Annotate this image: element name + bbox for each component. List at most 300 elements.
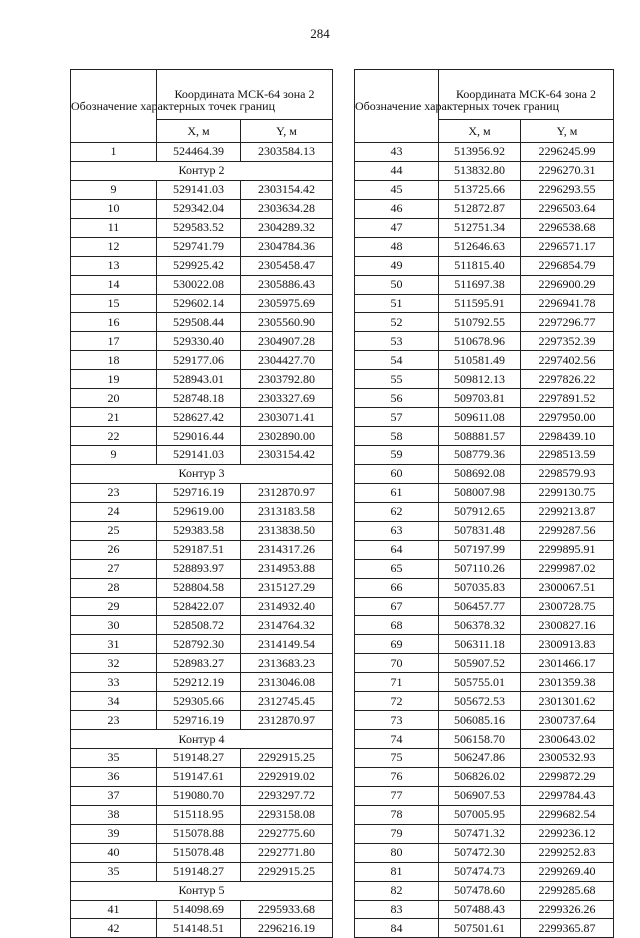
x-cell: 519148.27 xyxy=(157,749,241,768)
y-cell: 2297352.39 xyxy=(521,332,614,351)
y-cell: 2299365.87 xyxy=(521,919,614,938)
x-cell: 529741.79 xyxy=(157,237,241,256)
coordinates-table-left xyxy=(70,69,333,938)
y-cell: 2299285.68 xyxy=(521,881,614,900)
table-row xyxy=(355,483,614,502)
y-cell: 2313838.50 xyxy=(241,521,333,540)
header-coordinate: Координата МСК-64 зона 2 xyxy=(157,70,333,120)
table-row xyxy=(355,843,614,862)
contour-label: Контур 4 xyxy=(71,730,333,749)
x-cell: 507478.60 xyxy=(439,881,521,900)
x-cell: 528627.42 xyxy=(157,408,241,427)
point-cell: 14 xyxy=(71,275,157,294)
table-row xyxy=(355,408,614,427)
y-cell: 2303634.28 xyxy=(241,199,333,218)
y-cell: 2299130.75 xyxy=(521,483,614,502)
point-cell: 54 xyxy=(355,351,439,370)
point-cell: 78 xyxy=(355,805,439,824)
table-row xyxy=(71,862,333,881)
table-row xyxy=(355,635,614,654)
point-cell: 43 xyxy=(355,143,439,162)
point-cell: 57 xyxy=(355,408,439,427)
y-cell: 2296900.29 xyxy=(521,275,614,294)
x-cell: 507197.99 xyxy=(439,540,521,559)
x-cell: 528422.07 xyxy=(157,597,241,616)
point-cell: 13 xyxy=(71,256,157,275)
table-row xyxy=(355,521,614,540)
x-cell: 528508.72 xyxy=(157,616,241,635)
table-row xyxy=(71,237,333,256)
x-cell: 510792.55 xyxy=(439,313,521,332)
point-cell: 21 xyxy=(71,408,157,427)
point-cell: 35 xyxy=(71,862,157,881)
point-cell: 23 xyxy=(71,711,157,730)
y-cell: 2297296.77 xyxy=(521,313,614,332)
y-cell: 2296270.31 xyxy=(521,161,614,180)
y-cell: 2305458.47 xyxy=(241,256,333,275)
point-cell: 34 xyxy=(71,692,157,711)
x-cell: 529925.42 xyxy=(157,256,241,275)
table-row xyxy=(71,313,333,332)
y-cell: 2313046.08 xyxy=(241,673,333,692)
point-cell: 76 xyxy=(355,767,439,786)
x-cell: 506378.32 xyxy=(439,616,521,635)
y-cell: 2304427.70 xyxy=(241,351,333,370)
table-row xyxy=(71,540,333,559)
x-cell: 506085.16 xyxy=(439,711,521,730)
y-cell: 2299682.54 xyxy=(521,805,614,824)
point-cell: 61 xyxy=(355,483,439,502)
point-cell: 29 xyxy=(71,597,157,616)
point-cell: 11 xyxy=(71,218,157,237)
point-cell: 69 xyxy=(355,635,439,654)
table-row xyxy=(71,824,333,843)
y-cell: 2292915.25 xyxy=(241,749,333,768)
point-cell: 9 xyxy=(71,446,157,465)
point-cell: 22 xyxy=(71,427,157,446)
x-cell: 529212.19 xyxy=(157,673,241,692)
table-row xyxy=(355,711,614,730)
y-cell: 2303071.41 xyxy=(241,408,333,427)
point-cell: 10 xyxy=(71,199,157,218)
table-row xyxy=(71,786,333,805)
y-cell: 2313683.23 xyxy=(241,654,333,673)
y-cell: 2299269.40 xyxy=(521,862,614,881)
x-cell: 505672.53 xyxy=(439,692,521,711)
header-x: X, м xyxy=(439,120,521,143)
y-cell: 2314149.54 xyxy=(241,635,333,654)
point-cell: 46 xyxy=(355,199,439,218)
table-row xyxy=(71,199,333,218)
y-cell: 2300532.93 xyxy=(521,749,614,768)
table-row xyxy=(355,199,614,218)
y-cell: 2301359.38 xyxy=(521,673,614,692)
header-designation: Обозначение характерных точек границ xyxy=(71,70,157,143)
table-row xyxy=(71,673,333,692)
point-cell: 81 xyxy=(355,862,439,881)
y-cell: 2303327.69 xyxy=(241,389,333,408)
y-cell: 2296293.55 xyxy=(521,180,614,199)
x-cell: 512751.34 xyxy=(439,218,521,237)
table-row xyxy=(71,218,333,237)
point-cell: 39 xyxy=(71,824,157,843)
point-cell: 64 xyxy=(355,540,439,559)
table-row xyxy=(355,654,614,673)
y-cell: 2298579.93 xyxy=(521,464,614,483)
x-cell: 510581.49 xyxy=(439,351,521,370)
point-cell: 52 xyxy=(355,313,439,332)
point-cell: 48 xyxy=(355,237,439,256)
table-row xyxy=(355,559,614,578)
x-cell: 507471.32 xyxy=(439,824,521,843)
y-cell: 2313183.58 xyxy=(241,502,333,521)
point-cell: 75 xyxy=(355,749,439,768)
x-cell: 512646.63 xyxy=(439,237,521,256)
y-cell: 2299287.56 xyxy=(521,521,614,540)
y-cell: 2302890.00 xyxy=(241,427,333,446)
y-cell: 2299895.91 xyxy=(521,540,614,559)
x-cell: 528804.58 xyxy=(157,578,241,597)
x-cell: 505907.52 xyxy=(439,654,521,673)
x-cell: 506247.86 xyxy=(439,749,521,768)
table-row xyxy=(71,408,333,427)
point-cell: 58 xyxy=(355,427,439,446)
y-cell: 2292771.80 xyxy=(241,843,333,862)
point-cell: 68 xyxy=(355,616,439,635)
x-cell: 506311.18 xyxy=(439,635,521,654)
y-cell: 2303154.42 xyxy=(241,446,333,465)
y-cell: 2297950.00 xyxy=(521,408,614,427)
point-cell: 82 xyxy=(355,881,439,900)
x-cell: 508692.08 xyxy=(439,464,521,483)
table-row xyxy=(71,559,333,578)
x-cell: 519080.70 xyxy=(157,786,241,805)
x-cell: 513725.66 xyxy=(439,180,521,199)
y-cell: 2304784.36 xyxy=(241,237,333,256)
y-cell: 2312870.97 xyxy=(241,711,333,730)
y-cell: 2305975.69 xyxy=(241,294,333,313)
y-cell: 2296216.19 xyxy=(241,919,333,938)
table-row xyxy=(355,616,614,635)
table-row xyxy=(355,692,614,711)
point-cell: 74 xyxy=(355,730,439,749)
y-cell: 2296854.79 xyxy=(521,256,614,275)
x-cell: 529602.14 xyxy=(157,294,241,313)
table-row xyxy=(71,805,333,824)
y-cell: 2314764.32 xyxy=(241,616,333,635)
y-cell: 2293158.08 xyxy=(241,805,333,824)
x-cell: 529305.66 xyxy=(157,692,241,711)
point-cell: 60 xyxy=(355,464,439,483)
x-cell: 507912.65 xyxy=(439,502,521,521)
y-cell: 2297891.52 xyxy=(521,389,614,408)
point-cell: 26 xyxy=(71,540,157,559)
x-cell: 528943.01 xyxy=(157,370,241,389)
point-cell: 66 xyxy=(355,578,439,597)
y-cell: 2303584.13 xyxy=(241,143,333,162)
x-cell: 529619.00 xyxy=(157,502,241,521)
x-cell: 512872.87 xyxy=(439,199,521,218)
y-cell: 2299252.83 xyxy=(521,843,614,862)
point-cell: 30 xyxy=(71,616,157,635)
x-cell: 506907.53 xyxy=(439,786,521,805)
point-cell: 35 xyxy=(71,749,157,768)
point-cell: 27 xyxy=(71,559,157,578)
x-cell: 507501.61 xyxy=(439,919,521,938)
y-cell: 2305886.43 xyxy=(241,275,333,294)
table-row xyxy=(355,143,614,162)
y-cell: 2296941.78 xyxy=(521,294,614,313)
point-cell: 67 xyxy=(355,597,439,616)
point-cell: 45 xyxy=(355,180,439,199)
point-cell: 41 xyxy=(71,900,157,919)
table-row xyxy=(355,540,614,559)
x-cell: 515118.95 xyxy=(157,805,241,824)
table-row xyxy=(71,521,333,540)
table-row xyxy=(355,749,614,768)
y-cell: 2299784.43 xyxy=(521,786,614,805)
x-cell: 529583.52 xyxy=(157,218,241,237)
x-cell: 529141.03 xyxy=(157,180,241,199)
x-cell: 529508.44 xyxy=(157,313,241,332)
x-cell: 514148.51 xyxy=(157,919,241,938)
x-cell: 519148.27 xyxy=(157,862,241,881)
point-cell: 44 xyxy=(355,161,439,180)
x-cell: 528792.30 xyxy=(157,635,241,654)
x-cell: 506826.02 xyxy=(439,767,521,786)
table-row xyxy=(71,332,333,351)
x-cell: 511697.38 xyxy=(439,275,521,294)
y-cell: 2312870.97 xyxy=(241,483,333,502)
y-cell: 2296571.17 xyxy=(521,237,614,256)
table-row xyxy=(71,578,333,597)
table-row xyxy=(71,919,333,938)
point-cell: 33 xyxy=(71,673,157,692)
x-cell: 524464.39 xyxy=(157,143,241,162)
point-cell: 83 xyxy=(355,900,439,919)
table-row xyxy=(71,256,333,275)
table-row xyxy=(71,389,333,408)
y-cell: 2315127.29 xyxy=(241,578,333,597)
x-cell: 508007.98 xyxy=(439,483,521,502)
point-cell: 79 xyxy=(355,824,439,843)
table-row xyxy=(355,673,614,692)
table-row xyxy=(355,446,614,465)
x-cell: 513956.92 xyxy=(439,143,521,162)
point-cell: 80 xyxy=(355,843,439,862)
x-cell: 506457.77 xyxy=(439,597,521,616)
x-cell: 530022.08 xyxy=(157,275,241,294)
table-row xyxy=(71,294,333,313)
x-cell: 511815.40 xyxy=(439,256,521,275)
point-cell: 18 xyxy=(71,351,157,370)
contour-row xyxy=(71,881,333,900)
x-cell: 519147.61 xyxy=(157,767,241,786)
point-cell: 63 xyxy=(355,521,439,540)
table-row xyxy=(71,767,333,786)
table-row xyxy=(355,275,614,294)
contour-row xyxy=(71,464,333,483)
point-cell: 23 xyxy=(71,483,157,502)
table-row xyxy=(71,654,333,673)
point-cell: 49 xyxy=(355,256,439,275)
table-row xyxy=(71,843,333,862)
point-cell: 16 xyxy=(71,313,157,332)
point-cell: 62 xyxy=(355,502,439,521)
point-cell: 40 xyxy=(71,843,157,862)
x-cell: 528893.97 xyxy=(157,559,241,578)
point-cell: 1 xyxy=(71,143,157,162)
y-cell: 2303154.42 xyxy=(241,180,333,199)
y-cell: 2298439.10 xyxy=(521,427,614,446)
table-row xyxy=(355,578,614,597)
table-row xyxy=(71,351,333,370)
y-cell: 2299213.87 xyxy=(521,502,614,521)
y-cell: 2299872.29 xyxy=(521,767,614,786)
table-row xyxy=(355,218,614,237)
point-cell: 24 xyxy=(71,502,157,521)
x-cell: 529177.06 xyxy=(157,351,241,370)
x-cell: 507035.83 xyxy=(439,578,521,597)
x-cell: 529716.19 xyxy=(157,711,241,730)
point-cell: 17 xyxy=(71,332,157,351)
point-cell: 72 xyxy=(355,692,439,711)
table-row xyxy=(355,464,614,483)
point-cell: 15 xyxy=(71,294,157,313)
table-row xyxy=(355,824,614,843)
table-row xyxy=(71,180,333,199)
table-row xyxy=(355,180,614,199)
x-cell: 509611.08 xyxy=(439,408,521,427)
point-cell: 55 xyxy=(355,370,439,389)
y-cell: 2314317.26 xyxy=(241,540,333,559)
table-row xyxy=(355,294,614,313)
table-row xyxy=(355,862,614,881)
x-cell: 506158.70 xyxy=(439,730,521,749)
y-cell: 2300728.75 xyxy=(521,597,614,616)
x-cell: 528983.27 xyxy=(157,654,241,673)
y-cell: 2296245.99 xyxy=(521,143,614,162)
y-cell: 2297826.22 xyxy=(521,370,614,389)
point-cell: 20 xyxy=(71,389,157,408)
y-cell: 2298513.59 xyxy=(521,446,614,465)
page-number: 284 xyxy=(310,26,330,41)
point-cell: 56 xyxy=(355,389,439,408)
table-row xyxy=(355,256,614,275)
x-cell: 529016.44 xyxy=(157,427,241,446)
point-cell: 42 xyxy=(71,919,157,938)
x-cell: 509703.81 xyxy=(439,389,521,408)
contour-row xyxy=(71,730,333,749)
x-cell: 508881.57 xyxy=(439,427,521,446)
table-row xyxy=(355,805,614,824)
point-cell: 70 xyxy=(355,654,439,673)
x-cell: 507474.73 xyxy=(439,862,521,881)
y-cell: 2300737.64 xyxy=(521,711,614,730)
table-row xyxy=(355,389,614,408)
table-row xyxy=(355,597,614,616)
y-cell: 2305560.90 xyxy=(241,313,333,332)
table-row xyxy=(71,275,333,294)
table-row xyxy=(355,237,614,256)
contour-label: Контур 5 xyxy=(71,881,333,900)
point-cell: 51 xyxy=(355,294,439,313)
table-row xyxy=(71,597,333,616)
y-cell: 2299326.26 xyxy=(521,900,614,919)
point-cell: 37 xyxy=(71,786,157,805)
x-cell: 505755.01 xyxy=(439,673,521,692)
table-row xyxy=(71,446,333,465)
x-cell: 513832.80 xyxy=(439,161,521,180)
point-cell: 71 xyxy=(355,673,439,692)
point-cell: 31 xyxy=(71,635,157,654)
point-cell: 65 xyxy=(355,559,439,578)
x-cell: 507472.30 xyxy=(439,843,521,862)
table-row xyxy=(355,502,614,521)
table-row xyxy=(71,692,333,711)
x-cell: 528748.18 xyxy=(157,389,241,408)
x-cell: 507831.48 xyxy=(439,521,521,540)
point-cell: 12 xyxy=(71,237,157,256)
y-cell: 2300643.02 xyxy=(521,730,614,749)
table-row xyxy=(355,370,614,389)
point-cell: 50 xyxy=(355,275,439,294)
point-cell: 19 xyxy=(71,370,157,389)
x-cell: 511595.91 xyxy=(439,294,521,313)
x-cell: 529342.04 xyxy=(157,199,241,218)
point-cell: 47 xyxy=(355,218,439,237)
y-cell: 2301466.17 xyxy=(521,654,614,673)
point-cell: 84 xyxy=(355,919,439,938)
y-cell: 2300827.16 xyxy=(521,616,614,635)
table-row xyxy=(71,143,333,162)
point-cell: 73 xyxy=(355,711,439,730)
header-x: X, м xyxy=(157,120,241,143)
point-cell: 59 xyxy=(355,446,439,465)
y-cell: 2314932.40 xyxy=(241,597,333,616)
x-cell: 514098.69 xyxy=(157,900,241,919)
table-row xyxy=(355,900,614,919)
y-cell: 2292775.60 xyxy=(241,824,333,843)
table-row xyxy=(71,502,333,521)
y-cell: 2292915.25 xyxy=(241,862,333,881)
table-row xyxy=(355,881,614,900)
y-cell: 2301301.62 xyxy=(521,692,614,711)
table-row xyxy=(355,332,614,351)
table-row xyxy=(355,786,614,805)
point-cell: 77 xyxy=(355,786,439,805)
x-cell: 510678.96 xyxy=(439,332,521,351)
table-row xyxy=(355,767,614,786)
y-cell: 2293297.72 xyxy=(241,786,333,805)
y-cell: 2299987.02 xyxy=(521,559,614,578)
table-row xyxy=(71,483,333,502)
x-cell: 515078.48 xyxy=(157,843,241,862)
contour-label: Контур 3 xyxy=(71,464,333,483)
y-cell: 2312745.45 xyxy=(241,692,333,711)
y-cell: 2314953.88 xyxy=(241,559,333,578)
y-cell: 2292919.02 xyxy=(241,767,333,786)
x-cell: 507005.95 xyxy=(439,805,521,824)
x-cell: 508779.36 xyxy=(439,446,521,465)
y-cell: 2304907.28 xyxy=(241,332,333,351)
point-cell: 38 xyxy=(71,805,157,824)
y-cell: 2300067.51 xyxy=(521,578,614,597)
x-cell: 529141.03 xyxy=(157,446,241,465)
table-row xyxy=(355,919,614,938)
contour-row xyxy=(71,161,333,180)
table-row xyxy=(71,427,333,446)
